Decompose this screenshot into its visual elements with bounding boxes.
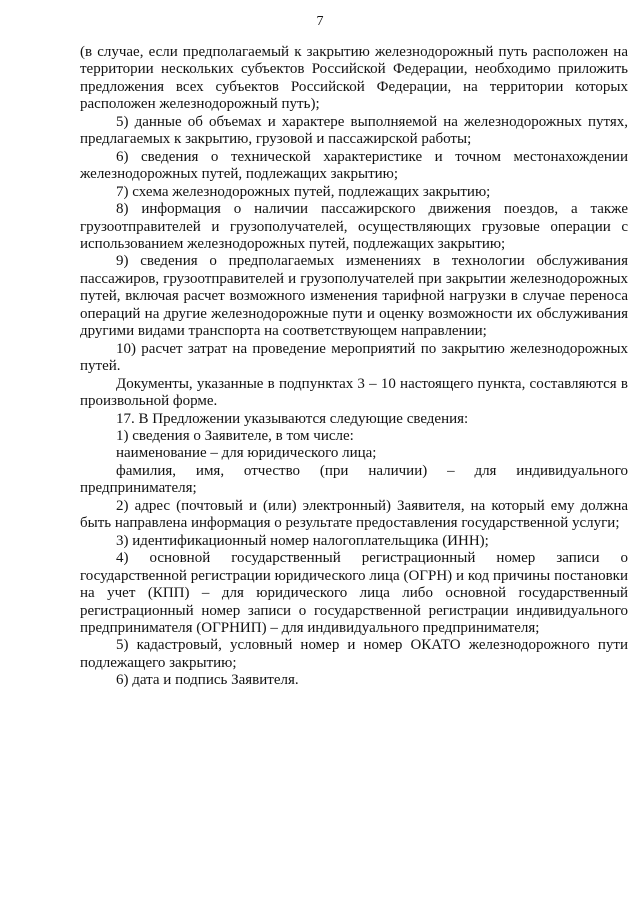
paragraph-section-17: 17. В Предложении указываются следующие сведения: [116,410,469,427]
paragraph-item-10: 10) расчет затрат на проведение мероприятий по закрытию железнодорожных путей. [80,340,628,375]
paragraph-item-5: 5) данные об объемах и характере выполняемой на железнодорожных путях, предлагаемых к закрытию, грузовой и пассажирской работы; [80,113,628,148]
paragraph-documents-note: Документы, указанные в подпунктах 3 – 10 настоящего пункта, составляются в произвольной форме. [80,375,628,410]
paragraph-item-1: 1) сведения о Заявителе, в том числе: [116,427,354,444]
paragraph-individual-name: фамилия, имя, отчество (при наличии) – для индивидуального предпринимателя; [80,462,628,497]
paragraph-item-6: 6) сведения о технической характеристике и точном местонахождении железнодорожных путей, подлежащих закрытию; [80,148,628,183]
paragraph-legal-entity-name: наименование – для юридического лица; [116,445,377,462]
page-number: 7 [316,14,324,29]
paragraph-item-2: 2) адрес (почтовый и (или) электронный) Заявителя, на который ему должна быть направлена информация о результате предоставления государственной услуги; [80,497,628,532]
document-body [80,44,628,690]
paragraph-item-3: 3) идентификационный номер налогоплательщика (ИНН); [116,532,489,549]
paragraph-item-5b: 5) кадастровый, условный номер и номер ОКАТО железнодорожного пути подлежащего закрытию; [80,637,628,671]
paragraph-item-7: 7) схема железнодорожных путей, подлежащих закрытию; [116,183,491,200]
paragraph-continuation: (в случае, если предполагаемый к закрытию железнодорожный путь расположен на территории нескольких субъектов Российской Федерации, необходимо приложить предложения всех субъектов Российской Федерации, на территории которых расположен железнодорожный путь); [80,44,628,113]
paragraph-item-9: 9) сведения о предполагаемых изменениях в технологии обслуживания пассажиров, грузоотправителей и грузополучателей при закрытии железнодорожных путей, включая расчет возможного изменения тарифной нагрузки в случае переноса операций на другие железнодорожные пути и оценку возможности их обслуживания другими видами транспорта на соответствующем направлении; [80,253,628,340]
paragraph-item-8: 8) информация о наличии пассажирского движения поездов, а также грузоотправителей и грузополучателей, осуществляющих грузовые операции с использованием железнодорожных путей, подлежащих закрытию; [80,201,628,252]
paragraph-item-4: 4) основной государственный регистрационный номер записи о государственной регистрации юридического лица (ОГРН) и код причины постановки на учет (КПП) – для юридического лица либо основной государственный регистрационный номер записи о государственной регистрации индивидуального предпринимателя (ОГРНИП) – для индивидуального предпринимателя; [80,550,628,636]
paragraph-item-6b: 6) дата и подпись Заявителя. [116,672,299,689]
